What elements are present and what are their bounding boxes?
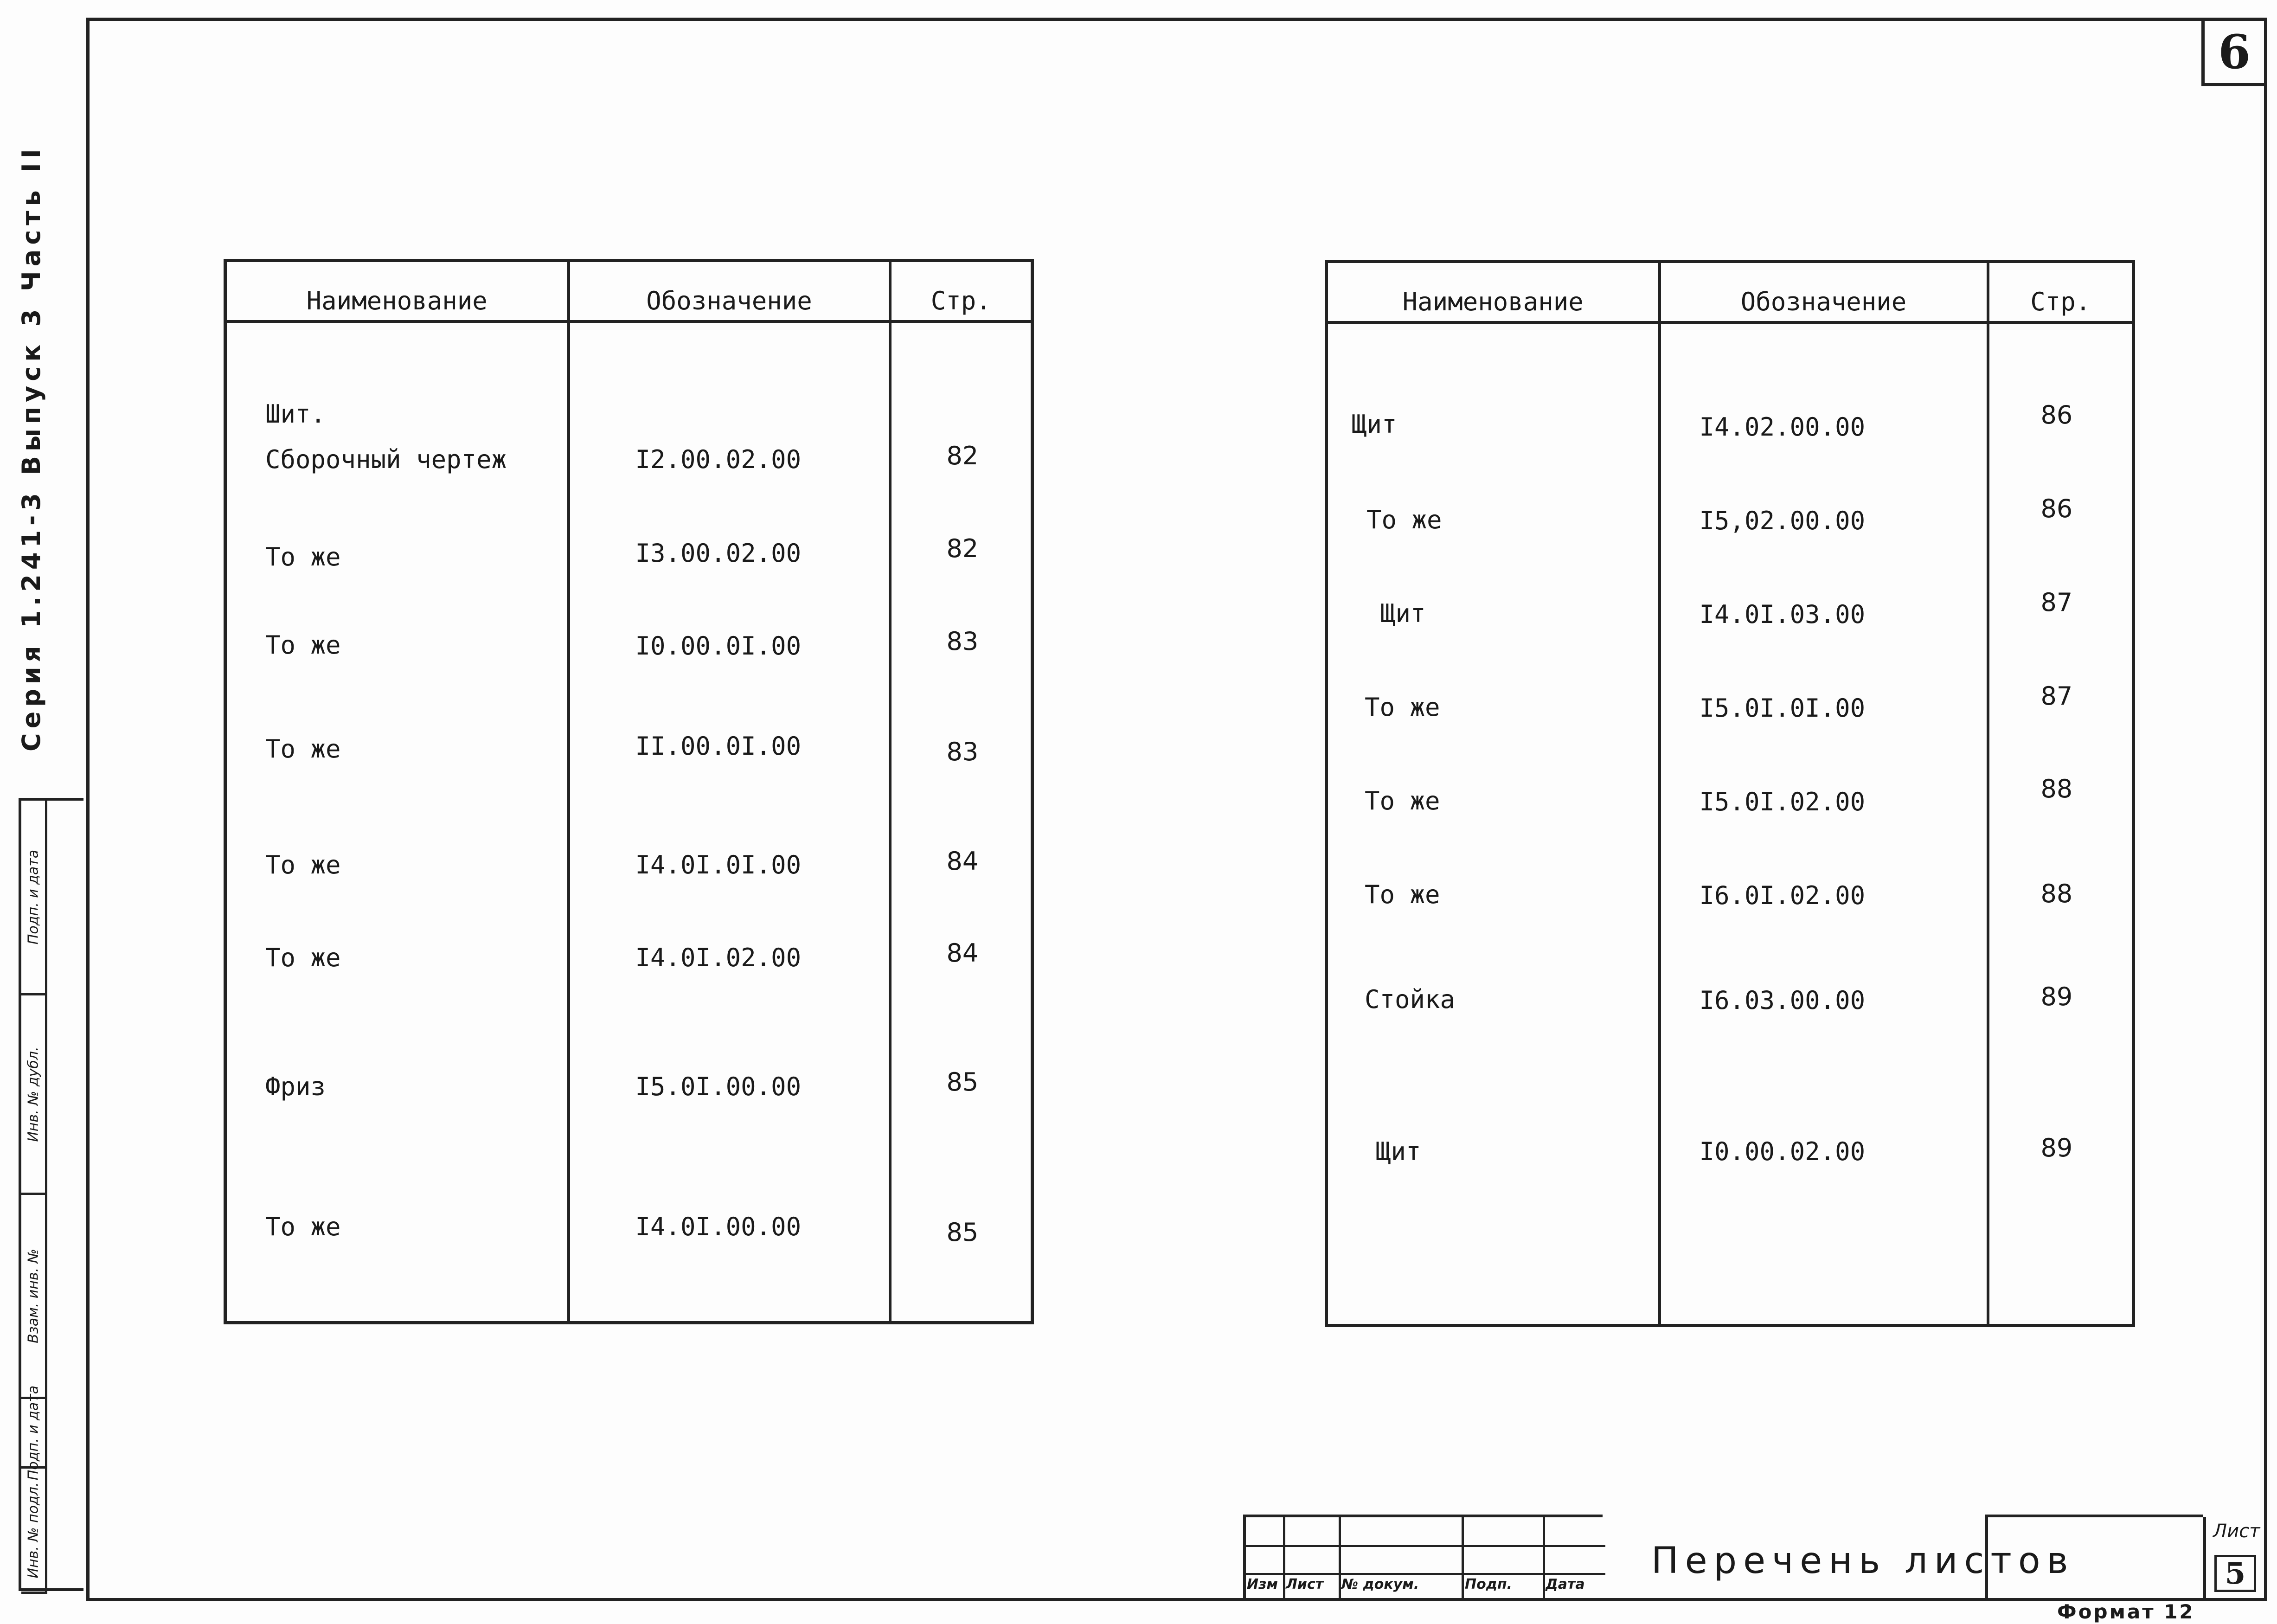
table-row-name: То же [265,850,341,879]
sheet-number: 5 [2214,1555,2256,1592]
header-name: Наименование [225,261,569,322]
table-row-name: Сборочный чертеж [265,445,507,474]
table-row-designation: I0.00.02.00 [1699,1137,1866,1166]
label-date: Дата [1546,1576,1585,1592]
stamp-cell: Взам. инв. № [21,1195,47,1399]
header-designation: Обозначение [1660,262,1988,323]
table-row-page: 88 [2040,879,2073,908]
table-row-designation: I2.00.02.00 [635,445,802,474]
table-row-page: 83 [946,627,979,656]
sheet-label: Лист [2213,1521,2260,1542]
table-row-designation: I4.02.00.00 [1699,412,1866,442]
table-row-designation: I6.03.00.00 [1699,986,1866,1015]
table-row-designation: I4.0I.02.00 [635,943,802,972]
header-page: Стр. [1988,262,2134,323]
table-row-name: Фриз [265,1072,326,1101]
header-designation: Обозначение [569,261,890,322]
table-row-designation: I4.0I.00.00 [635,1212,802,1241]
table-row-page: 86 [2040,400,2073,430]
label-signature: Подп. [1465,1576,1513,1592]
table-row-page: 87 [2040,681,2073,711]
table-row-page: 82 [946,441,979,470]
table-row-designation: I4.0I.03.00 [1699,600,1866,629]
table-row-name: То же [265,734,341,764]
sheet-list-table-left [224,259,1034,1324]
table-row-name: То же [1365,880,1440,909]
table-row-name: Шит. [265,399,326,429]
table-row-designation: I5,02.00.00 [1699,506,1866,535]
table-row-name: Щит [1376,1137,1421,1166]
margin-series-text: Серия 1.241-3 Выпуск 3 Часть II [17,144,46,751]
label-izm: Изм [1247,1576,1278,1592]
table-row-name: Стойка [1365,985,1456,1014]
header-page: Стр. [890,261,1033,322]
table-row-name: То же [265,1212,341,1241]
table-row-designation: I6.0I.02.00 [1699,881,1866,910]
table-row-designation: I5.0I.0I.00 [1699,693,1866,723]
label-list: Лист [1286,1576,1324,1592]
stamp-strip [19,798,83,1591]
sheet-list-table-right [1325,260,2135,1327]
table-row-page: 86 [2040,494,2073,523]
header-name: Наименование [1327,262,1660,323]
table-row-name: То же [1365,786,1440,815]
table-row-name: То же [265,943,341,972]
table-row-page: 82 [946,534,979,563]
table-row-name: То же [265,630,341,660]
table-row-designation: I5.0I.02.00 [1699,787,1866,816]
table-row-designation: I4.0I.0I.00 [635,850,802,879]
table-row-page: 84 [946,847,979,876]
table-row-designation: I3.00.02.00 [635,539,802,568]
label-doc-number: № докум. [1341,1576,1419,1592]
document-title: Перечень листов [1651,1540,2075,1582]
table-row-designation: I5.0I.00.00 [635,1072,802,1101]
title-block [1243,1515,2203,1598]
table-row-page: 89 [2040,982,2073,1011]
table-row-page: 84 [946,938,979,968]
stamp-cell: Инв. № подл. [21,1469,47,1594]
table-row-name: Щит [1352,410,1397,439]
format-label: Формат 12 [2057,1600,2195,1623]
table-row-page: 87 [2040,588,2073,617]
table-row-page: 83 [946,737,979,766]
corner-sheet-number: 6 [2201,18,2267,86]
table-row-name: То же [1366,505,1442,534]
sheet-number-cell [2203,1517,2268,1600]
stamp-cell: Подп. и дата [21,801,47,995]
table-row-name: То же [1365,693,1440,722]
table-row-page: 89 [2040,1133,2073,1162]
table-row-page: 85 [946,1218,979,1247]
table-row-name: Щит [1380,599,1426,628]
table-row-designation: II.00.0I.00 [635,732,802,761]
table-row-designation: I0.00.0I.00 [635,631,802,661]
stamp-cell: Инв. № дубл. [21,995,47,1195]
table-row-page: 88 [2040,774,2073,803]
table-row-page: 85 [946,1067,979,1097]
stamp-cell: Подп. и дата [21,1399,47,1469]
table-row-name: То же [265,542,341,571]
